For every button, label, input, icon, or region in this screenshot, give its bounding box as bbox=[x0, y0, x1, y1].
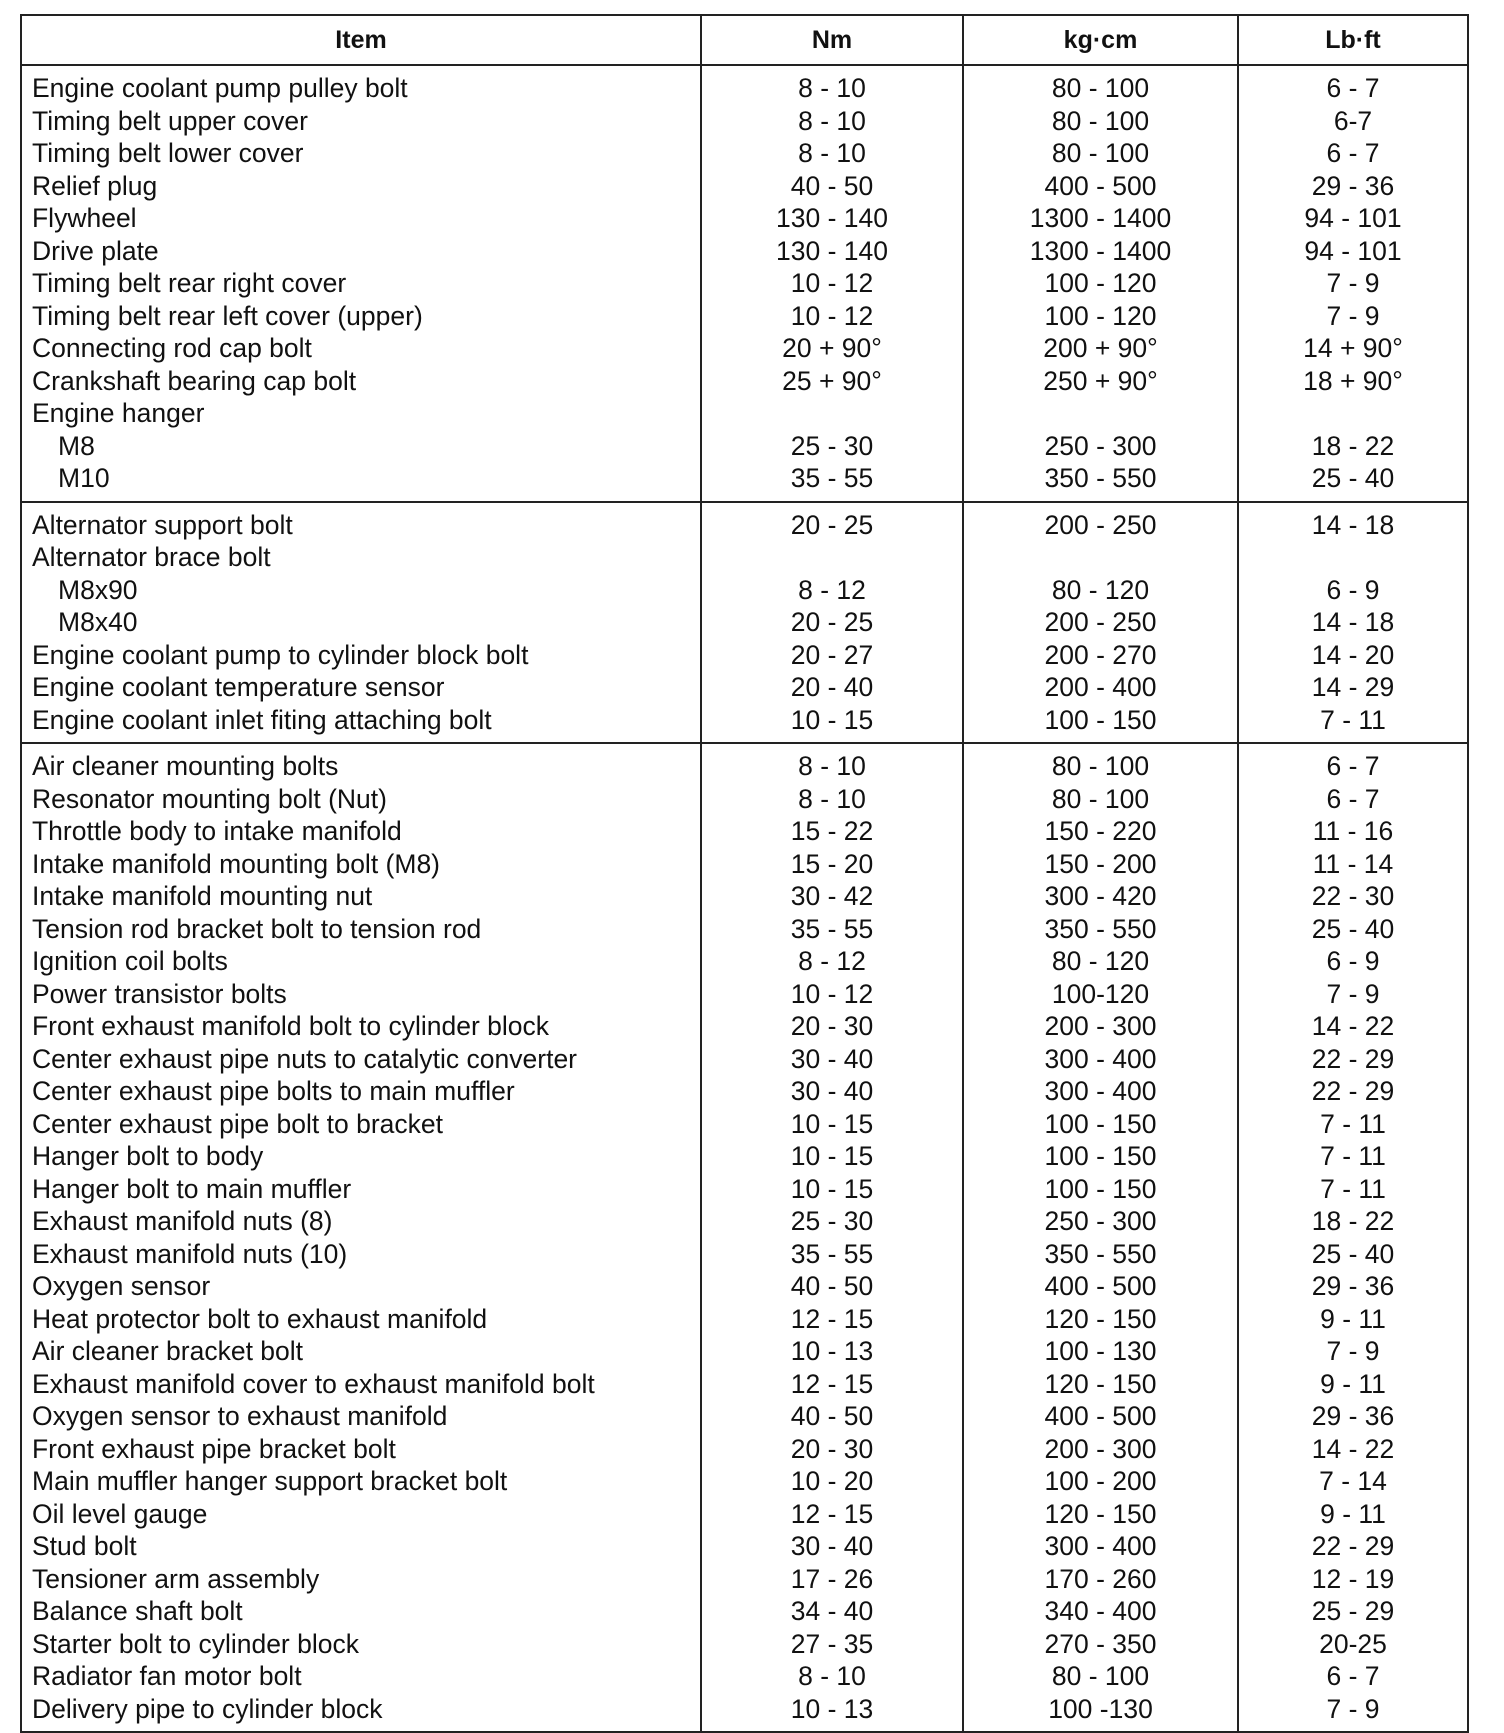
nm-cell: 8 - 10 bbox=[701, 105, 963, 138]
item-cell: M8x40 bbox=[21, 606, 701, 639]
header-lbft: Lb·ft bbox=[1238, 15, 1468, 65]
table-row bbox=[21, 639, 1468, 672]
kgcm-cell: 80 - 100 bbox=[963, 743, 1238, 783]
kgcm-cell: 300 - 400 bbox=[963, 1075, 1238, 1108]
table-row bbox=[21, 1108, 1468, 1141]
kgcm-cell: 1300 - 1400 bbox=[963, 202, 1238, 235]
item-cell: Delivery pipe to cylinder block bbox=[21, 1693, 701, 1733]
nm-cell: 10 - 13 bbox=[701, 1693, 963, 1733]
table-row bbox=[21, 1595, 1468, 1628]
item-cell: M8x90 bbox=[21, 574, 701, 607]
item-cell: Relief plug bbox=[21, 170, 701, 203]
nm-cell: 30 - 40 bbox=[701, 1530, 963, 1563]
item-cell: Front exhaust pipe bracket bolt bbox=[21, 1433, 701, 1466]
lbft-cell: 22 - 30 bbox=[1238, 880, 1468, 913]
lbft-cell: 6 - 7 bbox=[1238, 743, 1468, 783]
nm-cell: 8 - 10 bbox=[701, 65, 963, 105]
item-cell: Oxygen sensor to exhaust manifold bbox=[21, 1400, 701, 1433]
kgcm-cell bbox=[963, 541, 1238, 574]
kgcm-cell bbox=[963, 397, 1238, 430]
table-row bbox=[21, 1010, 1468, 1043]
table-row bbox=[21, 1433, 1468, 1466]
item-cell: Engine coolant pump pulley bolt bbox=[21, 65, 701, 105]
item-cell: Intake manifold mounting nut bbox=[21, 880, 701, 913]
header-kgcm: kg·cm bbox=[963, 15, 1238, 65]
item-cell: Throttle body to intake manifold bbox=[21, 815, 701, 848]
lbft-cell: 29 - 36 bbox=[1238, 1400, 1468, 1433]
lbft-cell: 9 - 11 bbox=[1238, 1303, 1468, 1336]
nm-cell: 10 - 12 bbox=[701, 300, 963, 333]
kgcm-cell: 100 - 150 bbox=[963, 1173, 1238, 1206]
item-cell: Balance shaft bolt bbox=[21, 1595, 701, 1628]
table-row bbox=[21, 365, 1468, 398]
lbft-cell: 6-7 bbox=[1238, 105, 1468, 138]
nm-cell: 10 - 15 bbox=[701, 704, 963, 744]
item-cell: Alternator support bolt bbox=[21, 502, 701, 542]
nm-cell: 20 - 40 bbox=[701, 671, 963, 704]
table-row bbox=[21, 202, 1468, 235]
kgcm-cell: 200 - 400 bbox=[963, 671, 1238, 704]
nm-cell: 34 - 40 bbox=[701, 1595, 963, 1628]
item-cell: M10 bbox=[21, 462, 701, 502]
lbft-cell: 7 - 14 bbox=[1238, 1465, 1468, 1498]
table-group-1 bbox=[21, 65, 1468, 502]
table-row bbox=[21, 978, 1468, 1011]
kgcm-cell: 100 - 150 bbox=[963, 1108, 1238, 1141]
lbft-cell: 9 - 11 bbox=[1238, 1498, 1468, 1531]
nm-cell bbox=[701, 397, 963, 430]
lbft-cell: 14 - 18 bbox=[1238, 502, 1468, 542]
nm-cell: 27 - 35 bbox=[701, 1628, 963, 1661]
item-cell: Front exhaust manifold bolt to cylinder block bbox=[21, 1010, 701, 1043]
lbft-cell: 14 - 18 bbox=[1238, 606, 1468, 639]
item-cell: Timing belt rear left cover (upper) bbox=[21, 300, 701, 333]
table-row bbox=[21, 1303, 1468, 1336]
item-cell: Center exhaust pipe bolt to bracket bbox=[21, 1108, 701, 1141]
item-cell: Timing belt lower cover bbox=[21, 137, 701, 170]
lbft-cell: 7 - 9 bbox=[1238, 300, 1468, 333]
nm-cell: 10 - 15 bbox=[701, 1140, 963, 1173]
item-cell: Intake manifold mounting bolt (M8) bbox=[21, 848, 701, 881]
nm-cell: 10 - 13 bbox=[701, 1335, 963, 1368]
item-cell: Power transistor bolts bbox=[21, 978, 701, 1011]
nm-cell: 17 - 26 bbox=[701, 1563, 963, 1596]
kgcm-cell: 120 - 150 bbox=[963, 1498, 1238, 1531]
item-cell: Engine coolant pump to cylinder block bolt bbox=[21, 639, 701, 672]
header-row bbox=[21, 15, 1468, 65]
table-row bbox=[21, 1530, 1468, 1563]
item-cell: Exhaust manifold nuts (8) bbox=[21, 1205, 701, 1238]
kgcm-cell: 400 - 500 bbox=[963, 170, 1238, 203]
kgcm-cell: 300 - 400 bbox=[963, 1043, 1238, 1076]
item-cell: Tension rod bracket bolt to tension rod bbox=[21, 913, 701, 946]
table-row bbox=[21, 1660, 1468, 1693]
item-cell: Air cleaner bracket bolt bbox=[21, 1335, 701, 1368]
torque-spec-table bbox=[20, 14, 1469, 1733]
lbft-cell: 9 - 11 bbox=[1238, 1368, 1468, 1401]
nm-cell: 30 - 40 bbox=[701, 1075, 963, 1108]
item-cell: Engine coolant inlet fiting attaching bolt bbox=[21, 704, 701, 744]
nm-cell bbox=[701, 541, 963, 574]
table-row bbox=[21, 1498, 1468, 1531]
kgcm-cell: 80 - 100 bbox=[963, 105, 1238, 138]
kgcm-cell: 100 - 130 bbox=[963, 1335, 1238, 1368]
item-cell: Hanger bolt to body bbox=[21, 1140, 701, 1173]
lbft-cell: 22 - 29 bbox=[1238, 1043, 1468, 1076]
table-row bbox=[21, 1140, 1468, 1173]
table-row bbox=[21, 1043, 1468, 1076]
lbft-cell: 14 - 22 bbox=[1238, 1433, 1468, 1466]
kgcm-cell: 200 - 270 bbox=[963, 639, 1238, 672]
item-cell: Oil level gauge bbox=[21, 1498, 701, 1531]
item-cell: Drive plate bbox=[21, 235, 701, 268]
lbft-cell: 22 - 29 bbox=[1238, 1075, 1468, 1108]
lbft-cell: 25 - 40 bbox=[1238, 462, 1468, 502]
nm-cell: 10 - 20 bbox=[701, 1465, 963, 1498]
nm-cell: 25 + 90° bbox=[701, 365, 963, 398]
kgcm-cell: 200 - 300 bbox=[963, 1010, 1238, 1043]
nm-cell: 10 - 12 bbox=[701, 267, 963, 300]
item-cell: Oxygen sensor bbox=[21, 1270, 701, 1303]
lbft-cell: 6 - 7 bbox=[1238, 137, 1468, 170]
nm-cell: 130 - 140 bbox=[701, 235, 963, 268]
lbft-cell: 12 - 19 bbox=[1238, 1563, 1468, 1596]
lbft-cell: 6 - 7 bbox=[1238, 65, 1468, 105]
table-row bbox=[21, 267, 1468, 300]
table-group-2 bbox=[21, 502, 1468, 744]
lbft-cell: 14 - 20 bbox=[1238, 639, 1468, 672]
kgcm-cell: 400 - 500 bbox=[963, 1270, 1238, 1303]
lbft-cell: 7 - 11 bbox=[1238, 704, 1468, 744]
item-cell: Exhaust manifold nuts (10) bbox=[21, 1238, 701, 1271]
lbft-cell: 25 - 40 bbox=[1238, 913, 1468, 946]
table-row bbox=[21, 743, 1468, 783]
kgcm-cell: 300 - 400 bbox=[963, 1530, 1238, 1563]
kgcm-cell: 200 - 300 bbox=[963, 1433, 1238, 1466]
item-cell: Engine hanger bbox=[21, 397, 701, 430]
table-row bbox=[21, 105, 1468, 138]
nm-cell: 20 - 30 bbox=[701, 1010, 963, 1043]
lbft-cell: 14 - 29 bbox=[1238, 671, 1468, 704]
nm-cell: 20 - 25 bbox=[701, 502, 963, 542]
nm-cell: 8 - 10 bbox=[701, 743, 963, 783]
kgcm-cell: 100 - 200 bbox=[963, 1465, 1238, 1498]
item-cell: Exhaust manifold cover to exhaust manifold bolt bbox=[21, 1368, 701, 1401]
table-row bbox=[21, 1693, 1468, 1733]
nm-cell: 15 - 22 bbox=[701, 815, 963, 848]
nm-cell: 35 - 55 bbox=[701, 913, 963, 946]
table-row bbox=[21, 235, 1468, 268]
table-row bbox=[21, 880, 1468, 913]
table-row bbox=[21, 462, 1468, 502]
kgcm-cell: 80 - 100 bbox=[963, 65, 1238, 105]
nm-cell: 40 - 50 bbox=[701, 1400, 963, 1433]
table-row bbox=[21, 945, 1468, 978]
kgcm-cell: 100-120 bbox=[963, 978, 1238, 1011]
nm-cell: 30 - 42 bbox=[701, 880, 963, 913]
lbft-cell: 14 + 90° bbox=[1238, 332, 1468, 365]
table-row bbox=[21, 1465, 1468, 1498]
nm-cell: 8 - 12 bbox=[701, 945, 963, 978]
nm-cell: 12 - 15 bbox=[701, 1368, 963, 1401]
kgcm-cell: 100 - 150 bbox=[963, 704, 1238, 744]
nm-cell: 12 - 15 bbox=[701, 1303, 963, 1336]
kgcm-cell: 120 - 150 bbox=[963, 1303, 1238, 1336]
table-row bbox=[21, 1400, 1468, 1433]
nm-cell: 10 - 15 bbox=[701, 1173, 963, 1206]
kgcm-cell: 80 - 100 bbox=[963, 783, 1238, 816]
lbft-cell: 20-25 bbox=[1238, 1628, 1468, 1661]
table-row bbox=[21, 1563, 1468, 1596]
table-row bbox=[21, 137, 1468, 170]
lbft-cell bbox=[1238, 397, 1468, 430]
lbft-cell: 11 - 16 bbox=[1238, 815, 1468, 848]
item-cell: Hanger bolt to main muffler bbox=[21, 1173, 701, 1206]
item-cell: Starter bolt to cylinder block bbox=[21, 1628, 701, 1661]
kgcm-cell: 250 + 90° bbox=[963, 365, 1238, 398]
table-row bbox=[21, 541, 1468, 574]
nm-cell: 40 - 50 bbox=[701, 170, 963, 203]
torque-spec-sheet bbox=[20, 14, 1467, 1733]
item-cell: Main muffler hanger support bracket bolt bbox=[21, 1465, 701, 1498]
table-row bbox=[21, 815, 1468, 848]
table-row bbox=[21, 170, 1468, 203]
table-row bbox=[21, 1238, 1468, 1271]
lbft-cell: 94 - 101 bbox=[1238, 235, 1468, 268]
item-cell: Center exhaust pipe bolts to main muffler bbox=[21, 1075, 701, 1108]
kgcm-cell: 80 - 120 bbox=[963, 574, 1238, 607]
item-cell: Radiator fan motor bolt bbox=[21, 1660, 701, 1693]
item-cell: Crankshaft bearing cap bolt bbox=[21, 365, 701, 398]
lbft-cell: 25 - 29 bbox=[1238, 1595, 1468, 1628]
kgcm-cell: 100 - 150 bbox=[963, 1140, 1238, 1173]
item-cell: Center exhaust pipe nuts to catalytic converter bbox=[21, 1043, 701, 1076]
lbft-cell: 18 - 22 bbox=[1238, 430, 1468, 463]
nm-cell: 20 - 25 bbox=[701, 606, 963, 639]
kgcm-cell: 200 - 250 bbox=[963, 502, 1238, 542]
table-row bbox=[21, 502, 1468, 542]
lbft-cell: 25 - 40 bbox=[1238, 1238, 1468, 1271]
lbft-cell: 18 + 90° bbox=[1238, 365, 1468, 398]
kgcm-cell: 340 - 400 bbox=[963, 1595, 1238, 1628]
table-row bbox=[21, 848, 1468, 881]
nm-cell: 35 - 55 bbox=[701, 462, 963, 502]
table-row bbox=[21, 574, 1468, 607]
table-row bbox=[21, 606, 1468, 639]
item-cell: Ignition coil bolts bbox=[21, 945, 701, 978]
kgcm-cell: 100 -130 bbox=[963, 1693, 1238, 1733]
table-row bbox=[21, 1335, 1468, 1368]
kgcm-cell: 400 - 500 bbox=[963, 1400, 1238, 1433]
table-row bbox=[21, 1628, 1468, 1661]
lbft-cell: 7 - 11 bbox=[1238, 1173, 1468, 1206]
item-cell: Stud bolt bbox=[21, 1530, 701, 1563]
item-cell: Alternator brace bolt bbox=[21, 541, 701, 574]
lbft-cell: 6 - 7 bbox=[1238, 783, 1468, 816]
item-cell: Tensioner arm assembly bbox=[21, 1563, 701, 1596]
kgcm-cell: 300 - 420 bbox=[963, 880, 1238, 913]
lbft-cell: 7 - 9 bbox=[1238, 1693, 1468, 1733]
lbft-cell: 7 - 9 bbox=[1238, 1335, 1468, 1368]
kgcm-cell: 350 - 550 bbox=[963, 913, 1238, 946]
lbft-cell: 7 - 9 bbox=[1238, 978, 1468, 1011]
item-cell: Connecting rod cap bolt bbox=[21, 332, 701, 365]
lbft-cell: 6 - 7 bbox=[1238, 1660, 1468, 1693]
table-row bbox=[21, 332, 1468, 365]
table-row bbox=[21, 704, 1468, 744]
nm-cell: 10 - 15 bbox=[701, 1108, 963, 1141]
table-group-3 bbox=[21, 743, 1468, 1732]
table-row bbox=[21, 1368, 1468, 1401]
nm-cell: 35 - 55 bbox=[701, 1238, 963, 1271]
lbft-cell: 14 - 22 bbox=[1238, 1010, 1468, 1043]
nm-cell: 8 - 10 bbox=[701, 1660, 963, 1693]
item-cell: Resonator mounting bolt (Nut) bbox=[21, 783, 701, 816]
kgcm-cell: 270 - 350 bbox=[963, 1628, 1238, 1661]
table-row bbox=[21, 430, 1468, 463]
table-row bbox=[21, 671, 1468, 704]
kgcm-cell: 250 - 300 bbox=[963, 1205, 1238, 1238]
lbft-cell: 29 - 36 bbox=[1238, 170, 1468, 203]
lbft-cell: 11 - 14 bbox=[1238, 848, 1468, 881]
table-row bbox=[21, 300, 1468, 333]
kgcm-cell: 250 - 300 bbox=[963, 430, 1238, 463]
item-cell: Engine coolant temperature sensor bbox=[21, 671, 701, 704]
kgcm-cell: 80 - 120 bbox=[963, 945, 1238, 978]
table-row bbox=[21, 913, 1468, 946]
table-header bbox=[21, 15, 1468, 65]
nm-cell: 8 - 12 bbox=[701, 574, 963, 607]
kgcm-cell: 100 - 120 bbox=[963, 300, 1238, 333]
item-cell: Timing belt rear right cover bbox=[21, 267, 701, 300]
nm-cell: 130 - 140 bbox=[701, 202, 963, 235]
lbft-cell: 22 - 29 bbox=[1238, 1530, 1468, 1563]
table-row bbox=[21, 783, 1468, 816]
kgcm-cell: 80 - 100 bbox=[963, 1660, 1238, 1693]
item-cell: Flywheel bbox=[21, 202, 701, 235]
kgcm-cell: 150 - 200 bbox=[963, 848, 1238, 881]
kgcm-cell: 150 - 220 bbox=[963, 815, 1238, 848]
table-row bbox=[21, 1205, 1468, 1238]
kgcm-cell: 200 + 90° bbox=[963, 332, 1238, 365]
lbft-cell: 7 - 11 bbox=[1238, 1140, 1468, 1173]
kgcm-cell: 350 - 550 bbox=[963, 1238, 1238, 1271]
table-row bbox=[21, 65, 1468, 105]
nm-cell: 20 - 27 bbox=[701, 639, 963, 672]
nm-cell: 20 + 90° bbox=[701, 332, 963, 365]
header-nm: Nm bbox=[701, 15, 963, 65]
kgcm-cell: 1300 - 1400 bbox=[963, 235, 1238, 268]
table-row bbox=[21, 1173, 1468, 1206]
header-item: Item bbox=[21, 15, 701, 65]
item-cell: Timing belt upper cover bbox=[21, 105, 701, 138]
lbft-cell: 94 - 101 bbox=[1238, 202, 1468, 235]
nm-cell: 20 - 30 bbox=[701, 1433, 963, 1466]
nm-cell: 40 - 50 bbox=[701, 1270, 963, 1303]
item-cell: Air cleaner mounting bolts bbox=[21, 743, 701, 783]
kgcm-cell: 120 - 150 bbox=[963, 1368, 1238, 1401]
nm-cell: 8 - 10 bbox=[701, 137, 963, 170]
nm-cell: 8 - 10 bbox=[701, 783, 963, 816]
table-row bbox=[21, 397, 1468, 430]
lbft-cell bbox=[1238, 541, 1468, 574]
nm-cell: 30 - 40 bbox=[701, 1043, 963, 1076]
item-cell: Heat protector bolt to exhaust manifold bbox=[21, 1303, 701, 1336]
nm-cell: 25 - 30 bbox=[701, 1205, 963, 1238]
lbft-cell: 7 - 9 bbox=[1238, 267, 1468, 300]
lbft-cell: 29 - 36 bbox=[1238, 1270, 1468, 1303]
kgcm-cell: 350 - 550 bbox=[963, 462, 1238, 502]
lbft-cell: 7 - 11 bbox=[1238, 1108, 1468, 1141]
nm-cell: 15 - 20 bbox=[701, 848, 963, 881]
table-row bbox=[21, 1075, 1468, 1108]
lbft-cell: 6 - 9 bbox=[1238, 574, 1468, 607]
table-row bbox=[21, 1270, 1468, 1303]
lbft-cell: 6 - 9 bbox=[1238, 945, 1468, 978]
kgcm-cell: 200 - 250 bbox=[963, 606, 1238, 639]
nm-cell: 12 - 15 bbox=[701, 1498, 963, 1531]
kgcm-cell: 100 - 120 bbox=[963, 267, 1238, 300]
item-cell: M8 bbox=[21, 430, 701, 463]
nm-cell: 25 - 30 bbox=[701, 430, 963, 463]
lbft-cell: 18 - 22 bbox=[1238, 1205, 1468, 1238]
kgcm-cell: 170 - 260 bbox=[963, 1563, 1238, 1596]
nm-cell: 10 - 12 bbox=[701, 978, 963, 1011]
kgcm-cell: 80 - 100 bbox=[963, 137, 1238, 170]
